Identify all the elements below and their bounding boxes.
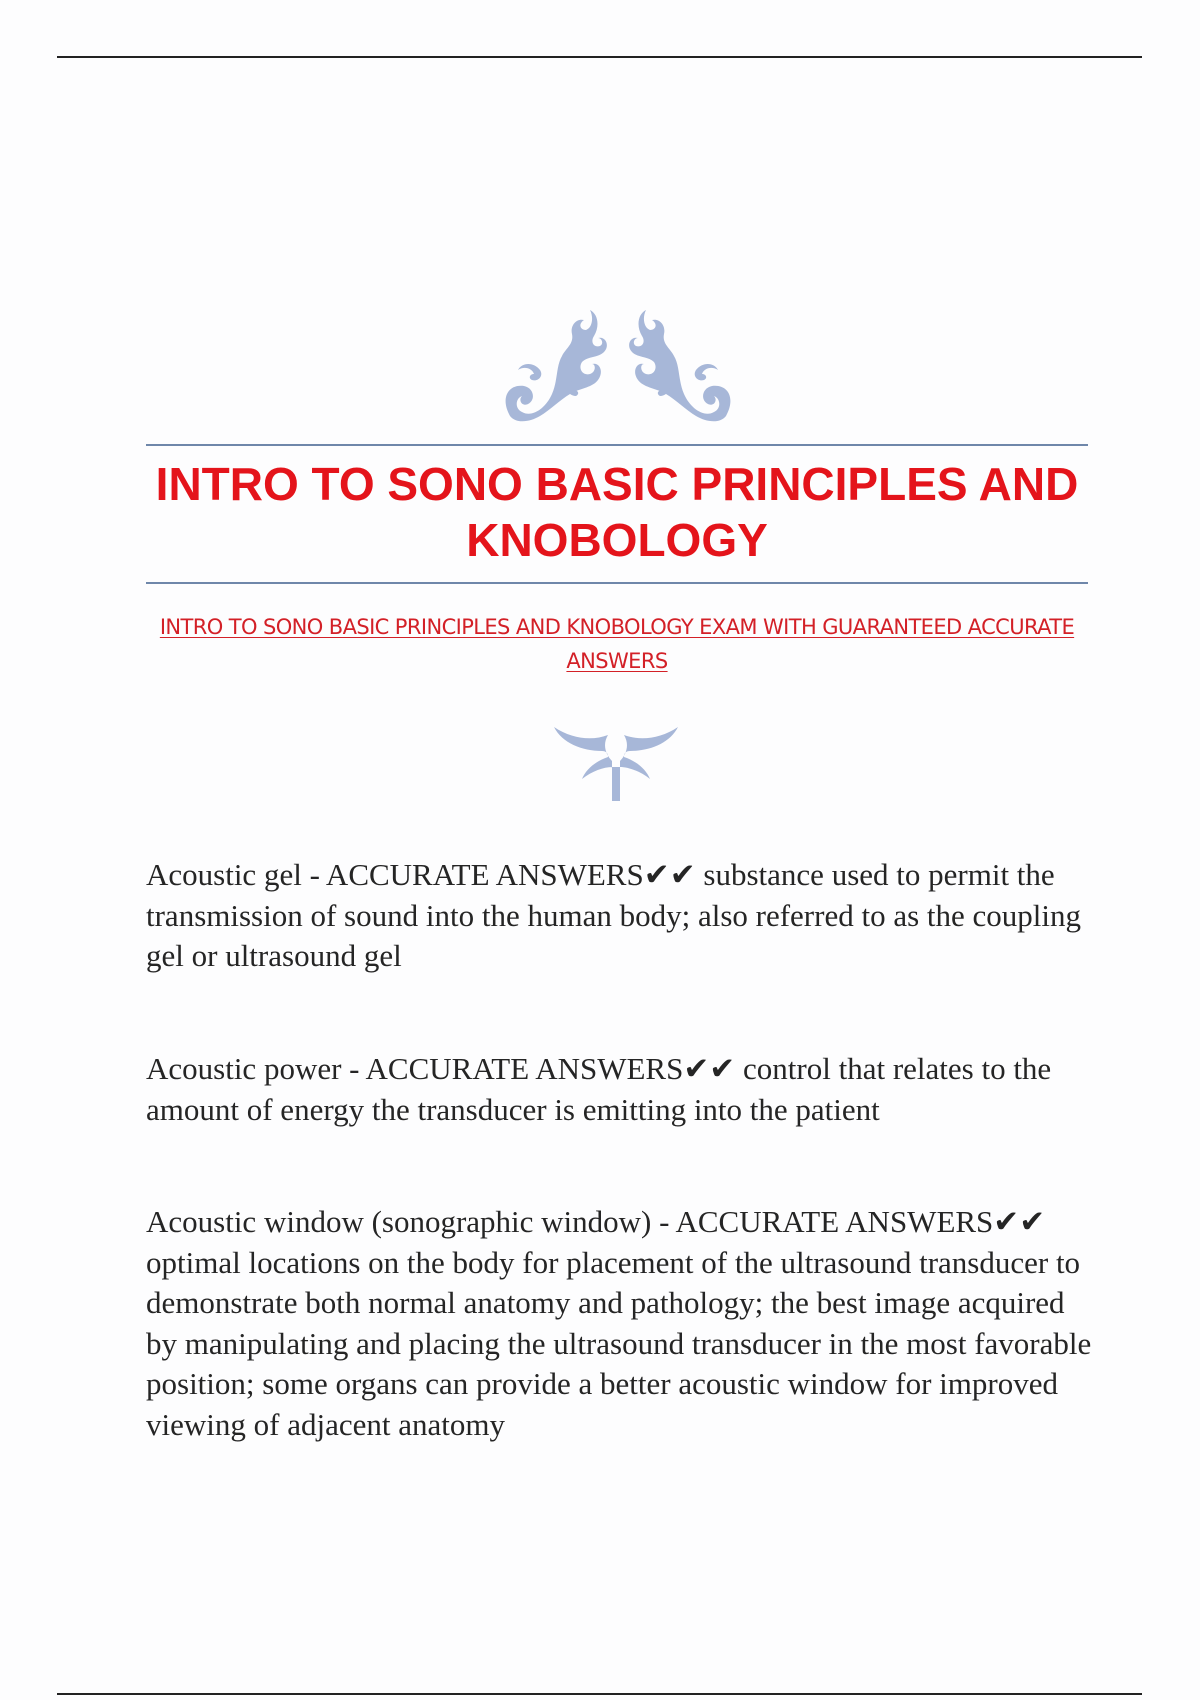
fleur-divider-icon <box>552 721 680 803</box>
title-rule-bottom <box>146 582 1088 584</box>
title-rule-top <box>146 444 1088 446</box>
page-footer-rule <box>57 1693 1142 1695</box>
floral-flourish-icon <box>500 298 736 426</box>
glossary-entry: Acoustic gel - ACCURATE ANSWERS✔✔ substance used to permit the transmission of sound into the human body; also referred to as the coupling gel or ultrasound gel <box>146 857 1081 973</box>
page-header-rule <box>57 56 1142 58</box>
glossary-entry: Acoustic window (sonographic window) - ACCURATE ANSWERS✔✔ optimal locations on the body for placement of the ultrasound transducer to demonstrate both normal anatomy and pathology; the best image acquired by manipulating and placing the ultrasound transducer in the most favorable position; some organs can provide a better acoustic window for improved viewing of adjacent anatomy <box>146 1204 1092 1442</box>
document-title: INTRO TO SONO BASIC PRINCIPLES AND KNOBOLOGY <box>155 458 1079 566</box>
glossary-entry: Acoustic power - ACCURATE ANSWERS✔✔ control that relates to the amount of energy the transducer is emitting into the patient <box>146 1051 1052 1127</box>
document-subtitle[interactable]: INTRO TO SONO BASIC PRINCIPLES AND KNOBOLOGY EXAM WITH GUARANTEED ACCURATE ANSWERS <box>159 615 1075 673</box>
